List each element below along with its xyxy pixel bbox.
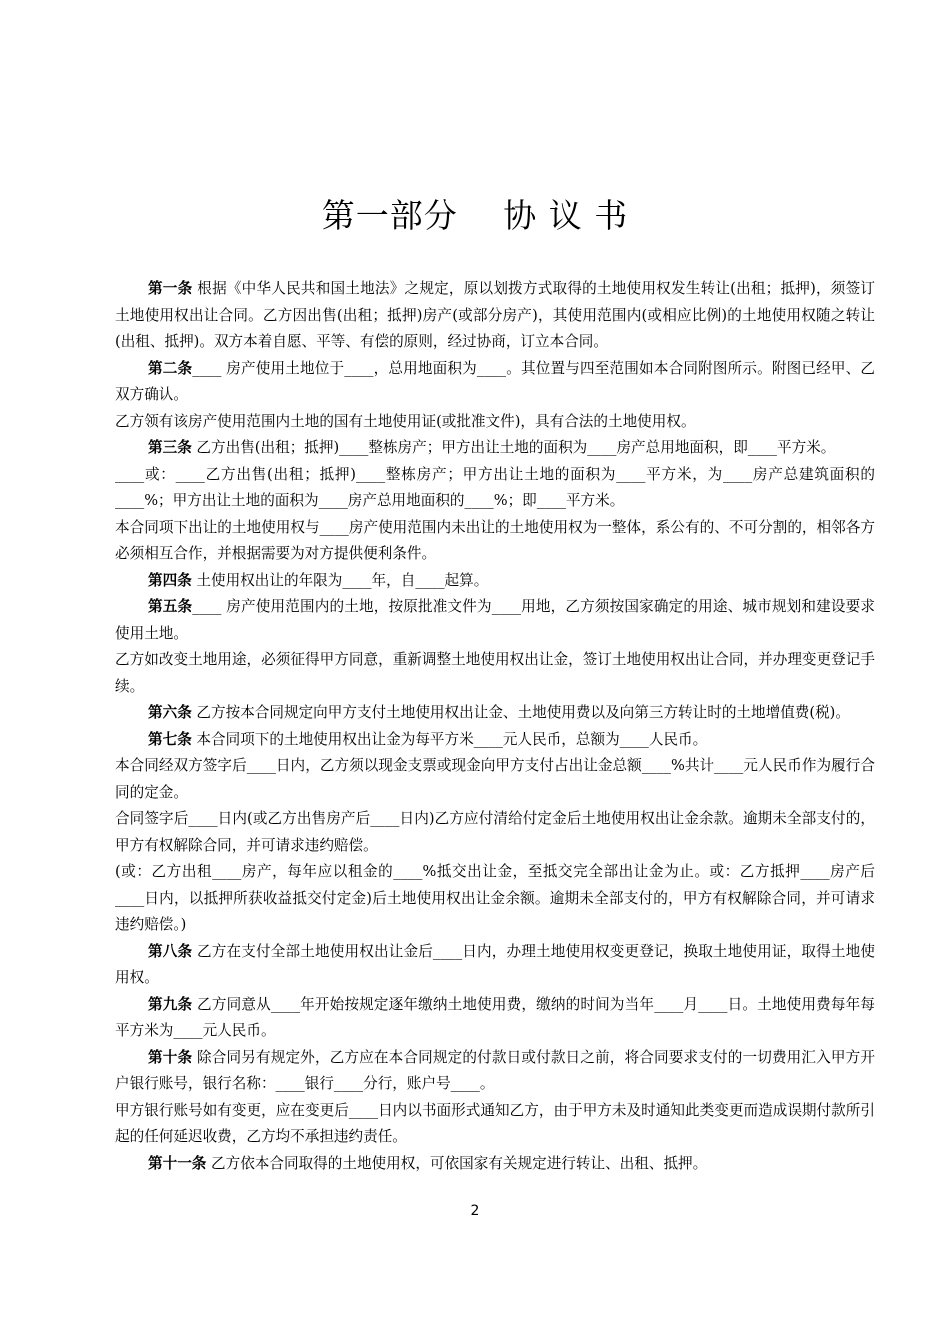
- article-paragraph: [115, 727, 875, 754]
- paragraph-text: 乙方领有该房产使用范围内土地的国有土地使用证(或批准文件)，具有合法的土地使用权。: [115, 412, 696, 430]
- body-paragraph: [115, 409, 875, 436]
- article-paragraph: [115, 356, 875, 409]
- page-number: 2: [470, 1203, 480, 1219]
- article-paragraph: [115, 992, 875, 1045]
- paragraph-text: 根据《中华人民共和国土地法》之规定，原以划拨方式取得的土地使用权发生转让(出租；抵押)，须签订土地使用权出让合同。乙方因出售(出租；抵押)房产(或部分房产)，其使用范围内(或相应比例)的土地使用权随之转让(出租、抵押)。双方本着自愿、平等、有偿的原则，经过协商，订立本合同。: [115, 280, 875, 350]
- paragraph-text: 除合同另有规定外，乙方应在本合同规定的付款日或付款日之前，将合同要求支付的一切费用汇入甲方开户银行账号，银行名称：____银行____分行，账户号____。: [115, 1048, 875, 1092]
- body-paragraph: [115, 515, 875, 568]
- paragraph-text: 乙方按本合同规定向甲方支付土地使用权出让金、土地使用费以及向第三方转让时的土地增值费(税)。: [191, 704, 850, 721]
- paragraph-text: 土使用权出让的年限为____年，自____起算。: [191, 571, 489, 589]
- paragraph-text: 乙方如改变土地用途，必须征得甲方同意，重新调整土地使用权出让金，签订土地使用权出让合同，并办理变更登记手续。: [115, 651, 875, 695]
- article-number: 第二条: [148, 359, 193, 377]
- paragraph-text: ____ 房产使用范围内的土地，按原批准文件为____用地，乙方须按国家确定的用途、城市规划和建设要求使用土地。: [115, 598, 875, 642]
- article-number: 第三条: [148, 439, 192, 456]
- paragraph-text: 乙方依本合同取得的土地使用权，可依国家有关规定进行转让、出租、抵押。: [206, 1154, 708, 1172]
- article-number: 第八条: [148, 942, 193, 960]
- article-paragraph: [115, 939, 875, 992]
- article-paragraph: [115, 700, 875, 727]
- article-paragraph: [115, 568, 875, 595]
- article-number: 第七条: [148, 730, 192, 748]
- paragraph-text: (或：乙方出租____房产，每年应以租金的____%抵交出让金，至抵交完全部出让金为止。或：乙方抵押____房产后____日内，以抵押所获收益抵交付定金)后土地使用权出让金余额。逾期未全部支付的，甲方有权解除合同，并可请求违约赔偿。): [115, 863, 875, 933]
- article-number: 第十条: [148, 1048, 193, 1066]
- paragraph-text: 本合同项下出让的土地使用权与____房产使用范围内未出让的土地使用权为一整体，系公有的、不可分割的，相邻各方必须相互合作，并根据需要为对方提供便利条件。: [115, 518, 875, 562]
- article-number: 第五条: [148, 598, 193, 615]
- paragraph-text: 乙方在支付全部土地使用权出让金后____日内，办理土地使用权变更登记，换取土地使用证，取得土地使用权。: [115, 942, 875, 986]
- paragraph-text: 本合同经双方签字后____日内，乙方须以现金支票或现金向甲方支付占出让金总额____%共计____元人民币作为履行合同的定金。: [115, 757, 875, 801]
- body-paragraph: [115, 753, 875, 806]
- paragraph-text: 乙方出售(出租；抵押)____整栋房产；甲方出让土地的面积为____房产总用地面积，即____平方米。: [191, 439, 836, 456]
- body-paragraph: [115, 859, 875, 939]
- article-number: 第十一条: [148, 1154, 207, 1172]
- article-number: 第六条: [148, 704, 192, 721]
- body-paragraph: [115, 806, 875, 859]
- paragraph-text: ____或：____乙方出售(出租；抵押)____整栋房产；甲方出让土地的面积为____平方米，为____房产总建筑面积的____%；甲方出让土地的面积为____房产总用地面积的____%；即____平方米。: [115, 465, 875, 509]
- article-paragraph: [115, 1151, 875, 1178]
- article-paragraph: [115, 1045, 875, 1098]
- article-number: 第四条: [148, 571, 192, 589]
- paragraph-text: 甲方银行账号如有变更，应在变更后____日内以书面形式通知乙方，由于甲方未及时通知此类变更而造成误期付款所引起的任何延迟收费，乙方均不承担违约责任。: [115, 1101, 875, 1145]
- body-paragraph: [115, 1098, 875, 1151]
- article-paragraph: [115, 276, 875, 356]
- page-title: 第一部分 协 议 书: [321, 196, 629, 235]
- article-number: 第一条: [148, 280, 193, 297]
- paragraph-text: ____ 房产使用土地位于____，总用地面积为____。其位置与四至范围如本合同附图所示。附图已经甲、乙双方确认。: [115, 359, 875, 403]
- paragraph-text: 本合同项下的土地使用权出让金为每平方米____元人民币，总额为____人民币。: [191, 730, 708, 748]
- article-paragraph: [115, 435, 875, 462]
- body-paragraph: [115, 462, 875, 515]
- article-number: 第九条: [148, 995, 193, 1013]
- paragraph-text: 合同签字后____日内(或乙方出售房产后____日内)乙方应付清给付定金后土地使用权出让金余款。逾期未全部支付的，甲方有权解除合同，并可请求违约赔偿。: [115, 810, 875, 854]
- article-paragraph: [115, 594, 875, 647]
- paragraph-text: 乙方同意从____年开始按规定逐年缴纳土地使用费，缴纳的时间为当年____月____日。土地使用费每年每平方米为____元人民币。: [115, 995, 875, 1039]
- body-paragraph: [115, 647, 875, 700]
- document-body: [115, 276, 875, 1177]
